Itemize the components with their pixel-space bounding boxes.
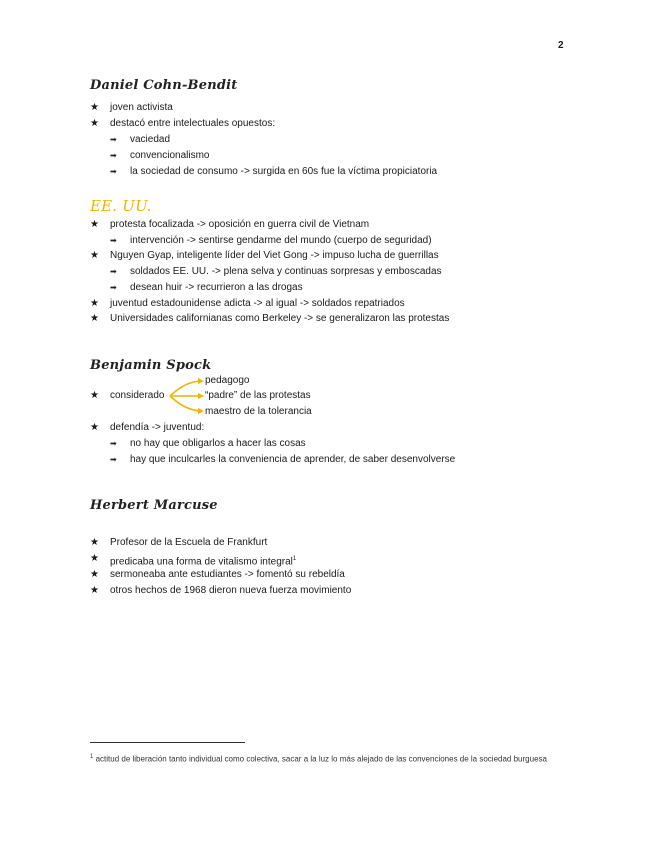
list-item: juventud estadounidense adicta -> al igual -> soldados repatriados: [110, 298, 405, 309]
star-bullet-icon: ★: [90, 102, 99, 113]
heading-marcuse: Herbert Marcuse: [90, 498, 218, 513]
footnote-text: actitud de liberación tanto individual como colectiva, sacar a la luz lo más alejado de las convenciones de la sociedad burguesa: [95, 754, 547, 764]
arrow-bullet-icon: ➡: [110, 167, 117, 176]
list-item: defendía -> juventud:: [110, 422, 205, 433]
arrow-bullet-icon: ➡: [110, 439, 117, 448]
star-bullet-icon: ★: [90, 553, 99, 564]
heading-cohn-bendit: Daniel Cohn-Bendit: [90, 78, 238, 93]
list-item: sermoneaba ante estudiantes -> fomentó su rebeldía: [110, 569, 345, 580]
heading-usa: EE. UU.: [90, 197, 152, 215]
sub-list-item: intervención -> sentirse gendarme del mundo (cuerpo de seguridad): [130, 235, 432, 246]
list-item: Universidades californianas como Berkeley -> se generalizaron las protestas: [110, 313, 450, 324]
list-item: otros hechos de 1968 dieron nueva fuerza movimiento: [110, 585, 352, 596]
sub-list-item: desean huir -> recurrieron a las drogas: [130, 282, 303, 293]
star-bullet-icon: ★: [90, 313, 99, 324]
arrow-bullet-icon: ➡: [110, 236, 117, 245]
sub-list-item: hay que inculcarles la conveniencia de aprender, de saber desenvolverse: [130, 454, 456, 465]
arrow-bullet-icon: ➡: [110, 283, 117, 292]
star-bullet-icon: ★: [90, 219, 99, 230]
footnote-mark: 1: [90, 754, 94, 760]
sub-list-item: no hay que obligarlos a hacer las cosas: [130, 438, 306, 449]
star-bullet-icon: ★: [90, 298, 99, 309]
sub-list-item: vaciedad: [130, 134, 171, 145]
arrow-bullet-icon: ➡: [110, 267, 117, 276]
arrow-bullet-icon: ➡: [110, 151, 117, 160]
star-bullet-icon: ★: [90, 250, 99, 261]
list-item: joven activista: [110, 102, 173, 113]
star-bullet-icon: ★: [90, 118, 99, 129]
list-item: protesta focalizada -> oposición en guerra civil de Vietnam: [110, 219, 370, 230]
sub-list-item: la sociedad de consumo -> surgida en 60s fue la víctima propiciatoria: [130, 166, 438, 177]
list-item: [110, 553, 296, 568]
star-bullet-icon: ★: [90, 585, 99, 596]
page-number: 2: [558, 40, 564, 51]
arrow-bullet-icon: ➡: [110, 455, 117, 464]
branch-label: pedagogo: [205, 375, 250, 386]
footnote: [90, 752, 560, 765]
branch-label: maestro de la tolerancia: [205, 406, 312, 417]
star-bullet-icon: ★: [90, 537, 99, 548]
list-item: destacó entre intelectuales opuestos:: [110, 118, 276, 129]
footnote-ref[interactable]: 1: [292, 556, 297, 562]
list-item: Nguyen Gyap, inteligente líder del Viet Gong -> impuso lucha de guerrillas: [110, 250, 439, 261]
sub-list-item: soldados EE. UU. -> plena selva y continuas sorpresas y emboscadas: [130, 266, 442, 277]
footnote-divider: [90, 742, 245, 743]
list-item: considerado: [110, 390, 165, 401]
star-bullet-icon: ★: [90, 569, 99, 580]
star-bullet-icon: ★: [90, 422, 99, 433]
heading-spock: Benjamin Spock: [90, 358, 212, 373]
list-item-text: predicaba una forma de vitalismo integral: [110, 556, 293, 568]
list-item: Profesor de la Escuela de Frankfurt: [110, 537, 268, 548]
arrow-bullet-icon: ➡: [110, 135, 117, 144]
branch-arrows-icon: [168, 376, 208, 416]
branch-label: “padre” de las protestas: [205, 390, 311, 401]
star-bullet-icon: ★: [90, 390, 99, 401]
sub-list-item: convencionalismo: [130, 150, 210, 161]
